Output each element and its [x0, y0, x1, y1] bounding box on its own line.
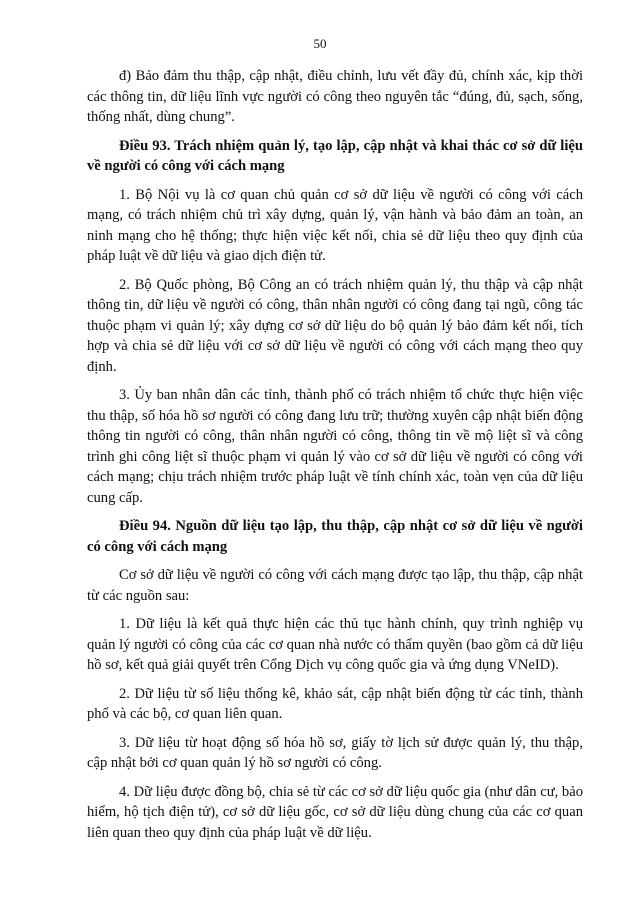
article-94-clause-2: 2. Dữ liệu từ số liệu thống kê, khảo sát, cập nhật biến động từ các tỉnh, thành phố và các bộ, cơ quan liên quan. [87, 685, 583, 722]
article-93-clause-1: 1. Bộ Nội vụ là cơ quan chủ quản cơ sở dữ liệu về người có công với cách mạng, có trách nhiệm chủ trì xây dựng, quản lý, vận hành và bảo đảm an toàn, an ninh mạng cho hệ thống; thực hiện việc kết nối, chia sẻ dữ liệu theo quy định của pháp luật về dữ liệu và giao dịch điện tử. [87, 186, 583, 264]
article-94-clause-1: 1. Dữ liệu là kết quả thực hiện các thủ tục hành chính, quy trình nghiệp vụ quản lý người có công của các cơ quan nhà nước có thẩm quyền (bao gồm cả dữ liệu hồ sơ, kết quả giải quyết trên Cổng Dịch vụ công quốc gia và ứng dụng VNeID). [87, 616, 583, 673]
article-93-clause-3: 3. Ủy ban nhân dân các tỉnh, thành phố có trách nhiệm tổ chức thực hiện việc thu thập, số hóa hồ sơ người có công đang lưu trữ; thường xuyên cập nhật biến động thông tin người có công, thân nhân người có công, thông tin về mộ liệt sĩ và công trình ghi công liệt sĩ thuộc phạm vi quản lý vào cơ sở dữ liệu về người có công với cách mạng; chịu trách nhiệm trước pháp luật về tính chính xác, toàn vẹn của dữ liệu cung cấp. [87, 387, 583, 506]
article-93-heading: Điều 93. Trách nhiệm quản lý, tạo lập, cập nhật và khai thác cơ sở dữ liệu về người có công với cách mạng [87, 137, 583, 174]
article-93-clause-2: 2. Bộ Quốc phòng, Bộ Công an có trách nhiệm quản lý, thu thập và cập nhật thông tin, dữ liệu về người có công, thân nhân người có công đang tại ngũ, công tác thuộc phạm vi quản lý; xây dựng cơ sở dữ liệu do bộ quản lý bảo đảm kết nối, tích hợp và chia sẻ dữ liệu với cơ sở dữ liệu về người có công với cách mạng theo quy định. [87, 276, 583, 375]
article-94-heading: Điều 94. Nguồn dữ liệu tạo lập, thu thập, cập nhật cơ sở dữ liệu về người có công với cách mạng [87, 518, 583, 555]
document-body [87, 66, 583, 851]
article-94-intro: Cơ sở dữ liệu về người có công với cách mạng được tạo lập, thu thập, cập nhật từ các nguồn sau: [87, 567, 583, 604]
clause-d-paragraph: đ) Bảo đảm thu thập, cập nhật, điều chỉnh, lưu vết đầy đủ, chính xác, kịp thời các thông tin, dữ liệu lĩnh vực người có công theo nguyên tắc “đúng, đủ, sạch, sống, thống nhất, dùng chung”. [87, 68, 583, 125]
page-number: 50 [313, 36, 327, 51]
article-94-clause-4: 4. Dữ liệu được đồng bộ, chia sẻ từ các cơ sở dữ liệu quốc gia (như dân cư, bảo hiểm, hộ tịch điện tử), cơ sở dữ liệu gốc, cơ sở dữ liệu dùng chung của các cơ quan liên quan theo quy định của pháp luật về dữ liệu. [87, 783, 583, 841]
article-94-clause-3: 3. Dữ liệu từ hoạt động số hóa hồ sơ, giấy tờ lịch sử được quản lý, thu thập, cập nhật bởi cơ quan quản lý hồ sơ người có công. [87, 734, 583, 771]
